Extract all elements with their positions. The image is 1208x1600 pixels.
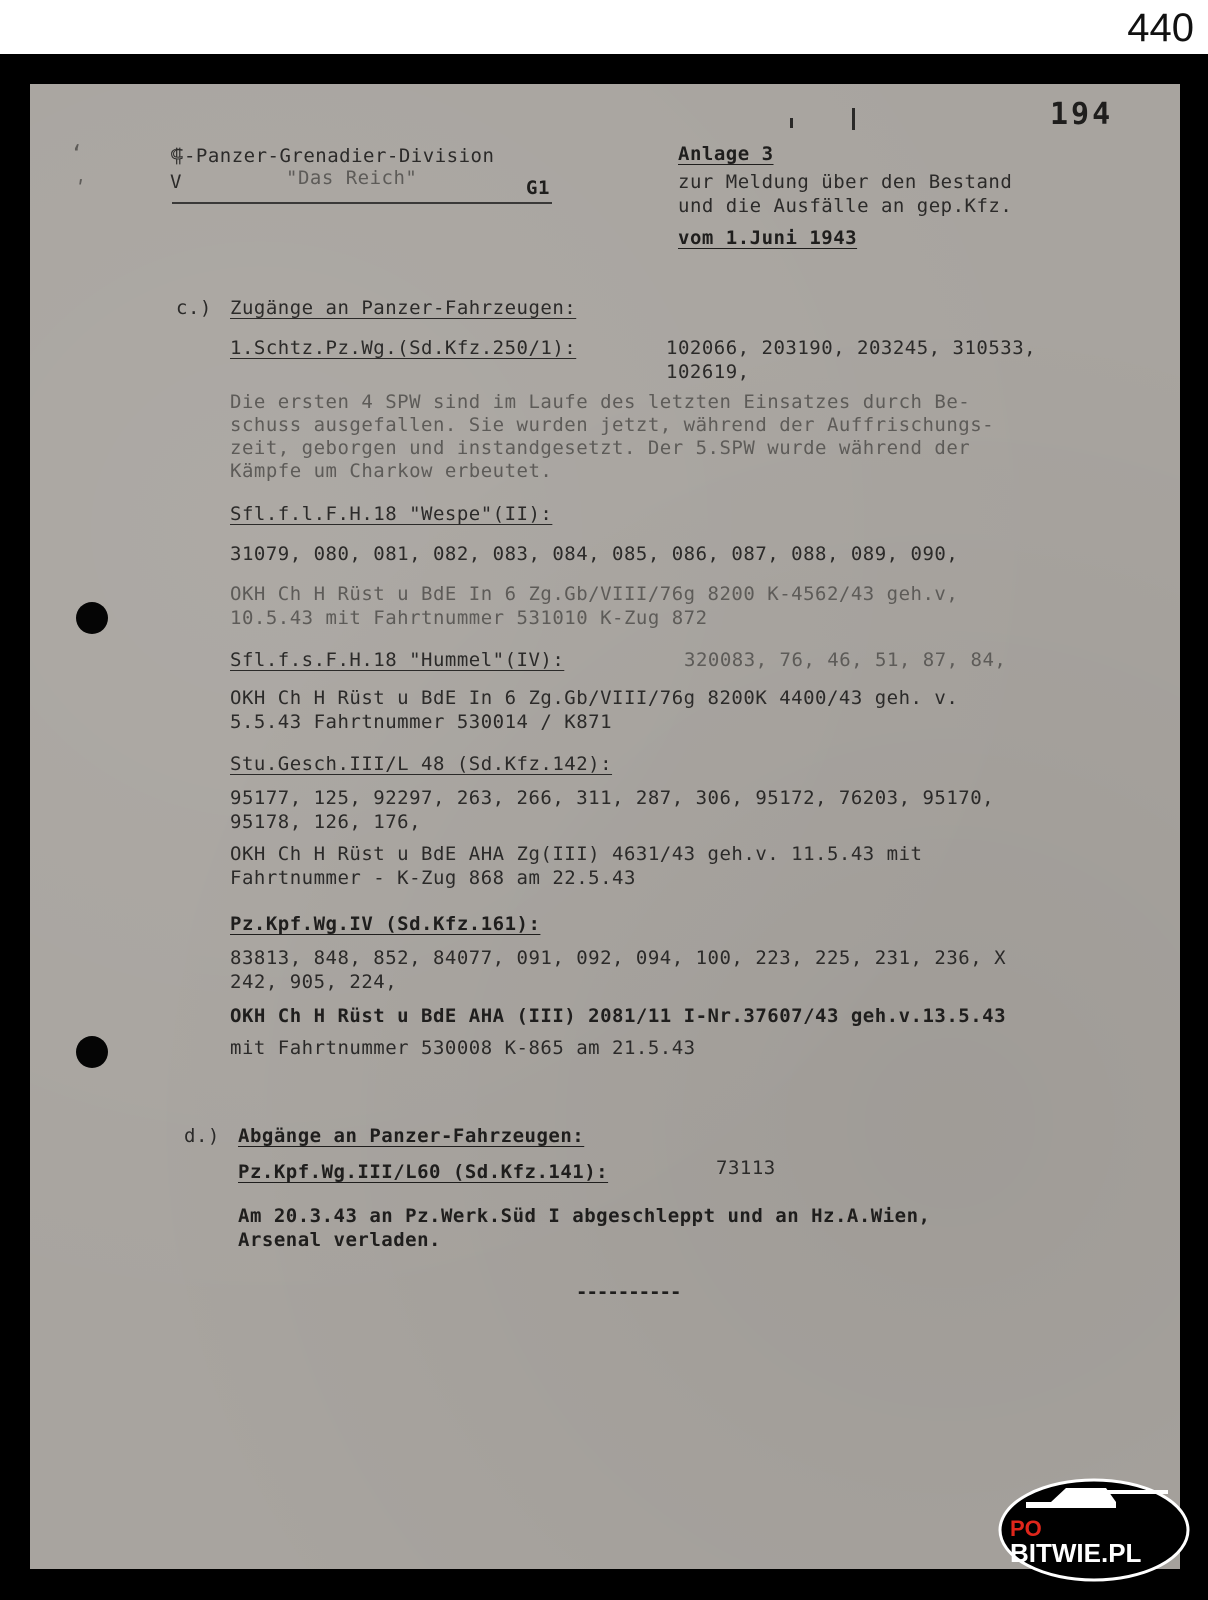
entry-text: OKH Ch H Rüst u BdE In 6 Zg.Gb/VIII/76g 8200K 4400/43 geh. v.: [230, 687, 959, 709]
section-d-numbers: 73113: [716, 1157, 776, 1179]
logo-site-text: BITWIE.PL: [1010, 1538, 1142, 1568]
entry-text: Kämpfe um Charkow erbeutet.: [230, 460, 553, 482]
entry-heading: Sfl.f.s.F.H.18 "Hummel"(IV):: [230, 649, 565, 671]
section-c-title: Zugänge an Panzer-Fahrzeugen:: [230, 297, 577, 319]
entry-numbers: 102619,: [666, 361, 750, 383]
tank-silhouette-icon: [1026, 1502, 1116, 1508]
scan-tick: [852, 108, 855, 130]
entry-text: schuss ausgefallen. Sie wurden jetzt, während der Auffrischungs-: [230, 414, 995, 436]
scan-tick: [790, 118, 793, 128]
top-margin: [0, 0, 1208, 54]
subtitle-line2: und die Ausfälle an gep.Kfz.: [678, 195, 1013, 217]
section-d-text: Arsenal verladen.: [238, 1229, 441, 1251]
report-date: vom 1.Juni 1943: [678, 227, 858, 249]
pobitwie-logo: [996, 1474, 1192, 1582]
division-subname: "Das Reich": [286, 167, 418, 189]
ref-code: G1: [526, 177, 550, 199]
tank-gun-icon: [1106, 1490, 1168, 1494]
entry-text: OKH Ch H Rüst u BdE AHA (III) 2081/11 I-Nr.37607/43 geh.v.13.5.43: [230, 1005, 1007, 1027]
stamp-number: 194: [1050, 97, 1114, 132]
division-name: ⸿-Panzer-Grenadier-Division: [170, 145, 495, 167]
entry-text: OKH Ch H Rüst u BdE AHA Zg(III) 4631/43 geh.v. 11.5.43 mit: [230, 843, 923, 865]
section-d-title: Abgänge an Panzer-Fahrzeugen:: [238, 1125, 585, 1147]
section-d-heading: Pz.Kpf.Wg.III/L60 (Sd.Kfz.141):: [238, 1161, 609, 1183]
entry-numbers: 95178, 126, 176,: [230, 811, 422, 833]
entry-numbers: 242, 905, 224,: [230, 971, 398, 993]
entry-numbers: 102066, 203190, 203245, 310533,: [666, 337, 1037, 359]
entry-numbers: 83813, 848, 852, 84077, 091, 092, 094, 100, 223, 225, 231, 236, X: [230, 947, 1007, 969]
section-d-marker: d.): [184, 1125, 220, 1147]
entry-numbers: 31079, 080, 081, 082, 083, 084, 085, 086, 087, 088, 089, 090,: [230, 543, 959, 565]
entry-heading: 1.Schtz.Pz.Wg.(Sd.Kfz.250/1):: [230, 337, 577, 359]
entry-heading: Stu.Gesch.III/L 48 (Sd.Kfz.142):: [230, 753, 613, 775]
entry-text: 5.5.43 Fahrtnummer 530014 / K871: [230, 711, 613, 733]
header-underline: [172, 202, 552, 204]
entry-numbers: 95177, 125, 92297, 263, 266, 311, 287, 306, 95172, 76203, 95170,: [230, 787, 995, 809]
anlage-title: Anlage 3: [678, 143, 774, 165]
margin-mark: ʻ: [70, 142, 84, 167]
entry-numbers: 320083, 76, 46, 51, 87, 84,: [684, 649, 1007, 671]
entry-text: 10.5.43 mit Fahrtnummer 531010 K-Zug 872: [230, 607, 708, 629]
document-page: [30, 84, 1180, 1569]
logo-po-text: PO: [1010, 1516, 1042, 1541]
entry-heading: Pz.Kpf.Wg.IV (Sd.Kfz.161):: [230, 913, 541, 935]
entry-text: zeit, geborgen und instandgesetzt. Der 5.SPW wurde während der: [230, 437, 971, 459]
entry-text: OKH Ch H Rüst u BdE In 6 Zg.Gb/VIII/76g 8200 K-4562/43 geh.v,: [230, 583, 959, 605]
section-c-marker: c.): [176, 297, 212, 319]
punch-hole-bottom: [76, 1036, 108, 1068]
margin-mark: ʹ: [74, 178, 88, 203]
closing-rule: ----------: [576, 1281, 681, 1303]
punch-hole-top: [76, 602, 108, 634]
entry-text: Die ersten 4 SPW sind im Laufe des letzten Einsatzes durch Be-: [230, 391, 971, 413]
scan-page-number: 440: [1127, 6, 1194, 50]
entry-text: Fahrtnummer - K-Zug 868 am 22.5.43: [230, 867, 636, 889]
entry-heading: Sfl.f.l.F.H.18 "Wespe"(II):: [230, 503, 553, 525]
subtitle-line1: zur Meldung über den Bestand: [678, 171, 1013, 193]
entry-text: mit Fahrtnummer 530008 K-865 am 21.5.43: [230, 1037, 696, 1059]
section-d-text: Am 20.3.43 an Pz.Werk.Süd I abgeschleppt und an Hz.A.Wien,: [238, 1205, 931, 1227]
ref-v: V: [170, 171, 182, 193]
